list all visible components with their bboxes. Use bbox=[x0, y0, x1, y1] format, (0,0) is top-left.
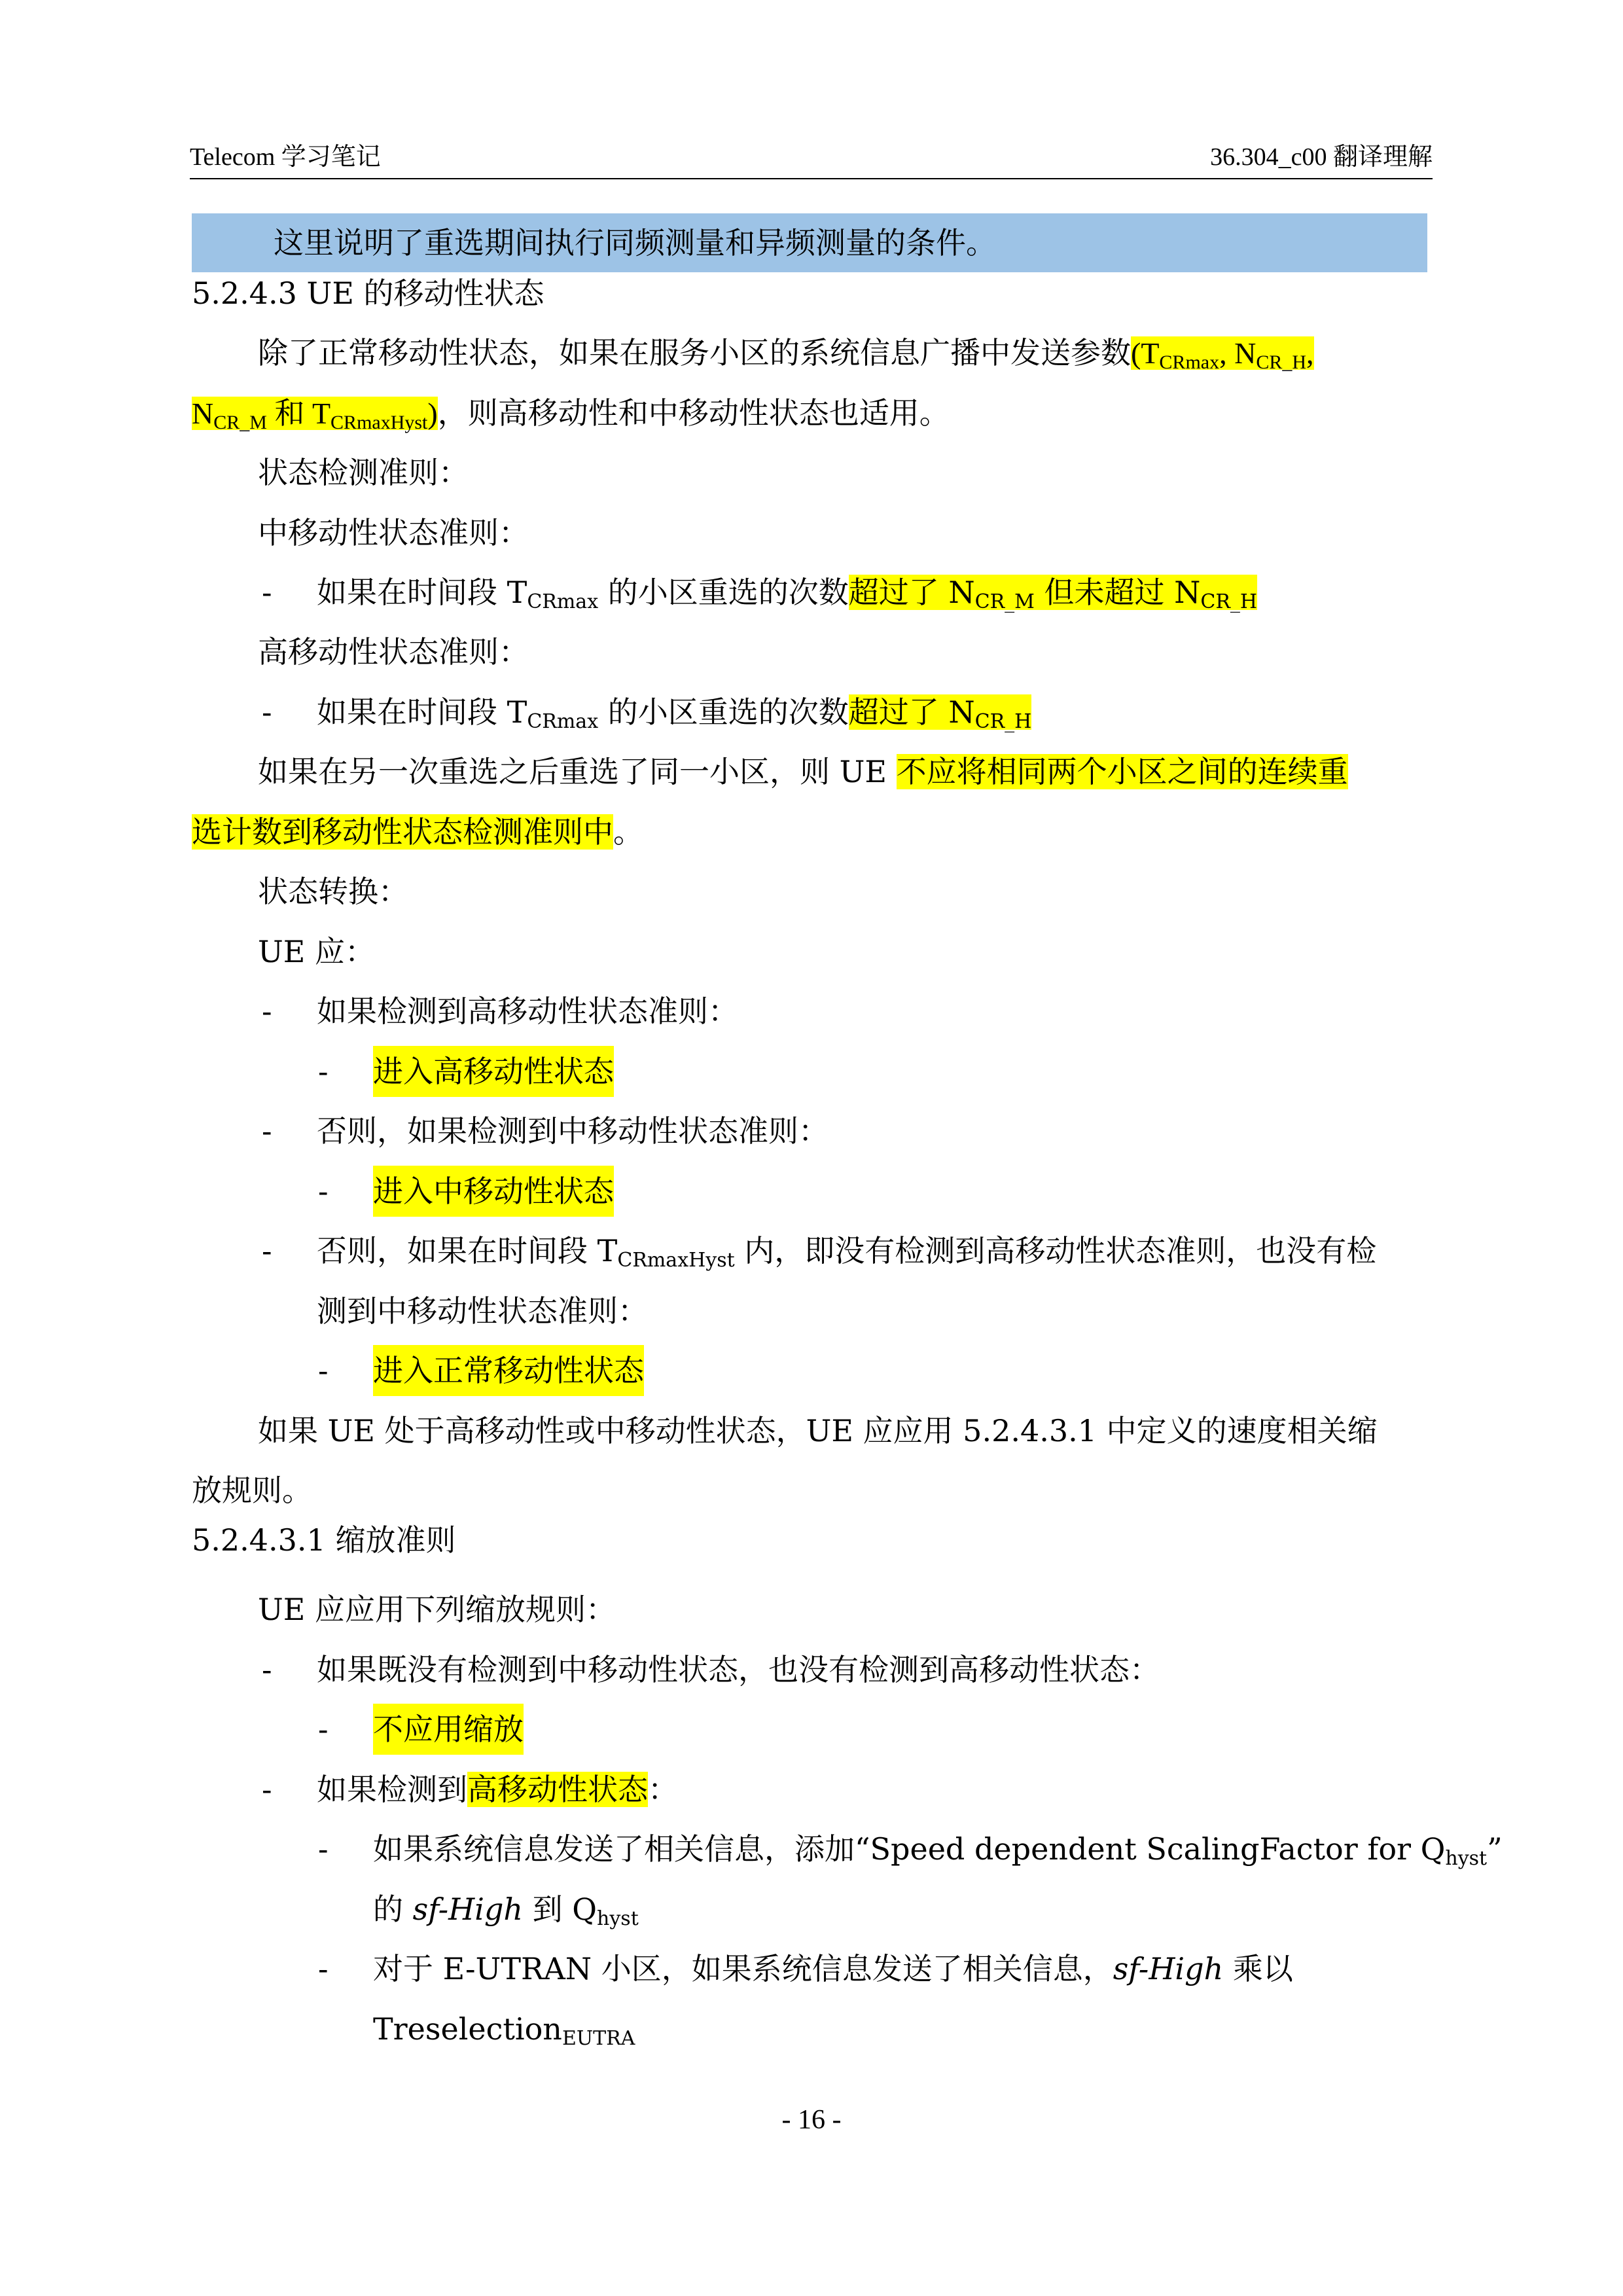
header-right: 36.304_c00 翻译理解 bbox=[1210, 143, 1433, 171]
note-bar bbox=[192, 213, 1427, 272]
transition-item-2-action: 进入中移动性状态 bbox=[373, 1166, 614, 1217]
transition-item-2: 否则，如果检测到中移动性状态准则： bbox=[317, 1113, 829, 1149]
high-criteria-item: 如果在时间段 $T_{CRmax}$ 的小区重选的次数超过了 $N_{CR\_H}$ bbox=[317, 694, 1032, 733]
scaling-item-1-action: 不应用缩放 bbox=[373, 1704, 524, 1755]
bullet-dash: - bbox=[262, 694, 272, 730]
transition-title: 状态转换： bbox=[258, 874, 408, 909]
bullet-dash: - bbox=[318, 1174, 329, 1209]
scaling-item-2-sub-2-line-1: 对于 E-UTRAN 小区，如果系统信息发送了相关信息，sf-High 乘以 bbox=[373, 1951, 1293, 1986]
para-3-line-2: 放规则。 bbox=[192, 1473, 312, 1508]
para-2-line-2: 选计数到移动性状态检测准则中。 bbox=[192, 814, 643, 850]
bullet-dash: - bbox=[262, 1772, 272, 1807]
criteria-title: 状态检测准则： bbox=[258, 455, 469, 490]
ue-should: UE 应： bbox=[258, 934, 375, 969]
scaling-item-2-sub-1-line-2: 的 sf-High 到 $Q_{hyst}$ bbox=[373, 1892, 639, 1930]
bullet-dash: - bbox=[262, 1652, 272, 1687]
section-heading-5243: 5.2.4.3 UE 的移动性状态 bbox=[192, 276, 544, 311]
bullet-dash: - bbox=[318, 1054, 329, 1089]
medium-criteria-highlight: 超过了 $N_{CR\_M}$ 但未超过 $N_{CR\_H}$ bbox=[848, 575, 1258, 613]
bullet-dash: - bbox=[318, 1712, 329, 1747]
high-criteria-title: 高移动性状态准则： bbox=[258, 634, 529, 670]
transition-item-1-action: 进入高移动性状态 bbox=[373, 1046, 614, 1097]
bullet-dash: - bbox=[318, 1951, 329, 1986]
reselection-highlight-2: 选计数到移动性状态检测准则中 bbox=[192, 814, 613, 850]
bullet-dash: - bbox=[262, 575, 272, 610]
para-1-text: 除了正常移动性状态，如果在服务小区的系统信息广播中发送参数 bbox=[258, 335, 1131, 370]
high-criteria-highlight: 超过了 $N_{CR\_H}$ bbox=[848, 694, 1032, 733]
bullet-dash: - bbox=[318, 1831, 329, 1867]
scaling-intro: UE 应应用下列缩放规则： bbox=[258, 1592, 616, 1627]
transition-item-1: 如果检测到高移动性状态准则： bbox=[317, 994, 738, 1029]
para-2-line-1: 如果在另一次重选之后重选了同一小区，则 UE 不应将相同两个小区之间的连续重 bbox=[258, 754, 1348, 789]
transition-item-3-action: 进入正常移动性状态 bbox=[373, 1345, 644, 1396]
scaling-item-2-sub-1-line-1: 如果系统信息发送了相关信息，添加“Speed dependent ScalingFactor for $Q_{hyst}$” bbox=[373, 1831, 1503, 1870]
scaling-item-1: 如果既没有检测到中移动性状态，也没有检测到高移动性状态： bbox=[317, 1652, 1160, 1687]
para-1-line-1 bbox=[258, 332, 1314, 374]
para-1-line-2 bbox=[192, 393, 950, 434]
medium-criteria-title: 中移动性状态准则： bbox=[258, 515, 529, 550]
transition-item-3-line-1: 否则，如果在时间段 $T_{CRmaxHyst}$ 内，即没有检测到高移动性状态准则，也没有检 bbox=[317, 1233, 1377, 1272]
reselection-highlight-1: 不应将相同两个小区之间的连续重 bbox=[896, 754, 1348, 789]
header-rule bbox=[190, 178, 1433, 179]
transition-item-3-line-2: 测到中移动性状态准则： bbox=[317, 1293, 648, 1329]
note-text: 这里说明了重选期间执行同频测量和异频测量的条件。 bbox=[274, 225, 996, 260]
bullet-dash: - bbox=[318, 1353, 329, 1388]
medium-criteria-item: 如果在时间段 $T_{CRmax}$ 的小区重选的次数超过了 $N_{CR\_M}$ 但未超过 $N_{CR\_H}$ bbox=[317, 575, 1258, 613]
high-mobility-highlight: 高移动性状态 bbox=[467, 1772, 648, 1807]
bullet-dash: - bbox=[262, 1233, 272, 1268]
para-1-tail: ，则高移动性和中移动性状态也适用。 bbox=[437, 395, 950, 431]
section-heading-52431: 5.2.4.3.1 缩放准则 bbox=[192, 1522, 456, 1558]
header-left: Telecom 学习笔记 bbox=[190, 143, 381, 171]
bullet-dash: - bbox=[262, 1113, 272, 1149]
scaling-item-2-sub-2-line-2: Treselection$_{EUTRA}$ bbox=[373, 2011, 635, 2050]
para-3-line-1: 如果 UE 处于高移动性或中移动性状态，UE 应应用 5.2.4.3.1 中定义的速度相关缩 bbox=[258, 1413, 1378, 1448]
bullet-dash: - bbox=[262, 994, 272, 1029]
param-highlight-2: $N_{CR\_M}$ 和 $T_{CRmaxHyst}$) bbox=[192, 397, 438, 433]
param-highlight-1: ($T_{CRmax}$, $N_{CR\_H}$, bbox=[1131, 336, 1314, 373]
scaling-item-2: 如果检测到高移动性状态： bbox=[317, 1772, 678, 1807]
page-number: - 16 - bbox=[781, 2105, 842, 2135]
